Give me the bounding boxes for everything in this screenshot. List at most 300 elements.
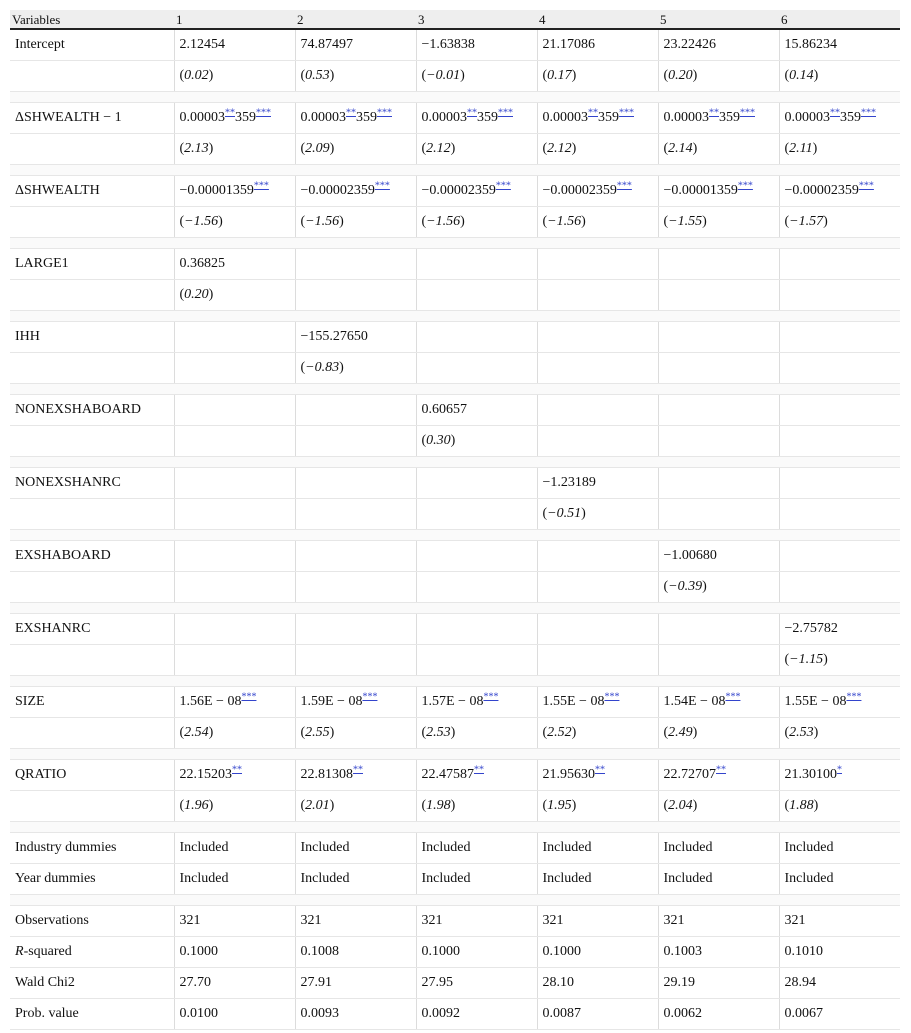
cell-value: 0.1000 <box>542 944 581 959</box>
significance-marker-link[interactable]: *** <box>740 107 755 119</box>
coefficient-cell <box>295 322 416 353</box>
cell-value: 0.00003 <box>784 110 830 125</box>
t-stat-cell: (0.20) <box>174 280 295 311</box>
row-label <box>10 572 174 603</box>
header-row <box>10 10 900 29</box>
t-stat-value: 2.12 <box>547 141 572 156</box>
significance-marker-link[interactable]: *** <box>737 180 753 192</box>
cell-value: 0.1010 <box>784 944 823 959</box>
t-stat-value: 0.53 <box>305 68 330 83</box>
t-stat-cell: (2.53) <box>416 718 537 749</box>
cell-value: 0.0062 <box>663 1006 702 1021</box>
group-separator-cell <box>10 457 900 468</box>
t-stat-cell <box>658 499 779 530</box>
t-stat-cell: (−0.51) <box>537 499 658 530</box>
coefficient-cell <box>537 541 658 572</box>
cell-value: −1.23189 <box>542 475 596 490</box>
header-model-6: 6 <box>779 10 900 29</box>
coefficient-cell <box>658 176 779 207</box>
coefficient-cell <box>174 999 295 1030</box>
coefficient-cell <box>779 906 900 937</box>
cell-value: 0.00003 <box>179 110 225 125</box>
t-stat-value: −1.56 <box>184 214 219 229</box>
significance-marker-link[interactable]: *** <box>256 107 271 119</box>
group-separator <box>10 749 900 760</box>
coefficient-cell <box>174 906 295 937</box>
row-label: Observations <box>10 906 174 937</box>
t-stat-cell: (−0.83) <box>295 353 416 384</box>
cell-value-suffix: 359 <box>840 110 861 125</box>
cell-value: 321 <box>179 913 201 928</box>
table-row <box>10 103 900 134</box>
t-stat-cell <box>658 280 779 311</box>
significance-marker-link[interactable]: ** <box>595 764 605 776</box>
coefficient-cell <box>537 687 658 718</box>
t-stat-value: 2.04 <box>668 798 693 813</box>
coefficient-cell <box>174 833 295 864</box>
t-stat-value: 2.14 <box>668 141 693 156</box>
row-label: SIZE <box>10 687 174 718</box>
t-stat-cell <box>295 426 416 457</box>
cell-value: 29.19 <box>663 975 695 990</box>
t-stat-value: 2.11 <box>789 141 813 156</box>
t-stat-value: 2.01 <box>305 798 330 813</box>
t-stat-cell: (−0.01) <box>416 61 537 92</box>
table-row-tstat <box>10 280 900 311</box>
table-row <box>10 999 900 1030</box>
t-stat-cell: (0.02) <box>174 61 295 92</box>
cell-value: −1.00680 <box>663 548 717 563</box>
group-separator-cell <box>10 822 900 833</box>
t-stat-cell <box>295 280 416 311</box>
t-stat-cell <box>537 572 658 603</box>
coefficient-cell <box>174 968 295 999</box>
cell-value: −0.00001359 <box>663 183 738 198</box>
row-label <box>10 280 174 311</box>
cell-value: Included <box>300 840 350 855</box>
t-stat-cell <box>416 353 537 384</box>
significance-marker-link[interactable]: ** <box>467 107 477 119</box>
significance-marker-link[interactable]: *** <box>362 691 378 703</box>
cell-value: Included <box>663 840 713 855</box>
header-model-1: 1 <box>174 10 295 29</box>
cell-value: Included <box>421 840 471 855</box>
coefficient-cell <box>416 614 537 645</box>
coefficient-cell <box>658 999 779 1030</box>
t-stat-value: 0.20 <box>184 287 209 302</box>
coefficient-cell <box>658 322 779 353</box>
regression-table-container <box>10 10 900 1030</box>
coefficient-cell <box>295 176 416 207</box>
coefficient-cell <box>537 864 658 895</box>
coefficient-cell <box>658 249 779 280</box>
group-separator <box>10 676 900 687</box>
cell-value: 321 <box>542 913 564 928</box>
significance-marker-link[interactable]: *** <box>495 180 511 192</box>
significance-marker-link[interactable]: *** <box>619 107 634 119</box>
cell-value: 0.0100 <box>179 1006 218 1021</box>
coefficient-cell <box>295 968 416 999</box>
cell-value: −0.00001359 <box>179 183 254 198</box>
coefficient-cell <box>174 395 295 426</box>
significance-marker-link[interactable]: *** <box>374 180 390 192</box>
t-stat-cell: (−0.39) <box>658 572 779 603</box>
cell-value-suffix: 359 <box>477 110 498 125</box>
cell-value: −0.00002359 <box>542 183 617 198</box>
table-row <box>10 968 900 999</box>
coefficient-cell <box>658 541 779 572</box>
cell-value: Included <box>421 871 471 886</box>
row-label: Wald Chi2 <box>10 968 174 999</box>
group-separator-cell <box>10 92 900 103</box>
table-row <box>10 249 900 280</box>
cell-value: 0.36825 <box>179 256 225 271</box>
coefficient-cell <box>658 468 779 499</box>
t-stat-cell <box>295 499 416 530</box>
cell-value: 1.57E − 08 <box>421 694 484 709</box>
table-row-tstat <box>10 499 900 530</box>
significance-marker-link[interactable]: ** <box>830 107 840 119</box>
t-stat-cell <box>416 572 537 603</box>
coefficient-cell <box>537 999 658 1030</box>
t-stat-value: −1.56 <box>426 214 461 229</box>
row-label <box>10 61 174 92</box>
t-stat-cell: (1.88) <box>779 791 900 822</box>
t-stat-cell <box>779 426 900 457</box>
coefficient-cell <box>658 968 779 999</box>
significance-marker-link[interactable]: * <box>837 764 842 776</box>
cell-value: 0.00003 <box>542 110 588 125</box>
row-label <box>10 791 174 822</box>
coefficient-cell <box>779 760 900 791</box>
cell-value: 321 <box>300 913 322 928</box>
cell-value: 0.0067 <box>784 1006 823 1021</box>
table-row <box>10 468 900 499</box>
significance-marker-link[interactable]: ** <box>709 107 719 119</box>
coefficient-cell <box>537 103 658 134</box>
coefficient-cell <box>295 687 416 718</box>
t-stat-cell: (0.53) <box>295 61 416 92</box>
t-stat-value: 0.17 <box>547 68 572 83</box>
group-separator <box>10 530 900 541</box>
cell-value: 27.70 <box>179 975 211 990</box>
header-model-2: 2 <box>295 10 416 29</box>
coefficient-cell <box>779 103 900 134</box>
coefficient-cell <box>416 999 537 1030</box>
t-stat-value: 2.09 <box>305 141 330 156</box>
t-stat-cell <box>658 353 779 384</box>
coefficient-cell <box>174 614 295 645</box>
coefficient-cell <box>295 249 416 280</box>
significance-marker-link[interactable]: ** <box>588 107 598 119</box>
table-row <box>10 833 900 864</box>
t-stat-cell: (2.49) <box>658 718 779 749</box>
coefficient-cell <box>295 760 416 791</box>
coefficient-cell <box>658 103 779 134</box>
cell-value: Included <box>179 840 229 855</box>
table-row <box>10 864 900 895</box>
cell-value: 1.54E − 08 <box>663 694 726 709</box>
significance-marker-link[interactable]: *** <box>861 107 876 119</box>
cell-value: 74.87497 <box>300 37 353 52</box>
group-separator <box>10 165 900 176</box>
coefficient-cell <box>779 249 900 280</box>
cell-value: 27.95 <box>421 975 453 990</box>
t-stat-cell <box>174 645 295 676</box>
t-stat-cell <box>537 645 658 676</box>
coefficient-cell <box>295 614 416 645</box>
cell-value: 0.1000 <box>179 944 218 959</box>
coefficient-cell <box>416 864 537 895</box>
row-label: Prob. value <box>10 999 174 1030</box>
cell-value: −0.00002359 <box>784 183 859 198</box>
t-stat-cell: (−1.56) <box>537 207 658 238</box>
coefficient-cell <box>295 103 416 134</box>
coefficient-cell <box>295 833 416 864</box>
significance-marker-link[interactable]: *** <box>241 691 257 703</box>
coefficient-cell <box>416 937 537 968</box>
coefficient-cell <box>537 906 658 937</box>
t-stat-value: 0.30 <box>426 433 451 448</box>
t-stat-cell: (0.17) <box>537 61 658 92</box>
table-row-tstat <box>10 645 900 676</box>
cell-value: Included <box>663 871 713 886</box>
significance-marker-link[interactable]: *** <box>858 180 874 192</box>
coefficient-cell <box>174 864 295 895</box>
row-label: Year dummies <box>10 864 174 895</box>
row-label: LARGE1 <box>10 249 174 280</box>
t-stat-cell: (0.14) <box>779 61 900 92</box>
t-stat-cell <box>174 426 295 457</box>
row-label <box>10 718 174 749</box>
group-separator <box>10 311 900 322</box>
group-separator <box>10 92 900 103</box>
group-separator-cell <box>10 238 900 249</box>
t-stat-value: −1.57 <box>789 214 824 229</box>
t-stat-value: 2.13 <box>184 141 209 156</box>
t-stat-value: 2.12 <box>426 141 451 156</box>
significance-marker-link[interactable]: ** <box>353 764 363 776</box>
t-stat-cell: (−1.56) <box>416 207 537 238</box>
coefficient-cell <box>537 468 658 499</box>
t-stat-cell <box>295 645 416 676</box>
t-stat-value: 0.14 <box>789 68 814 83</box>
t-stat-cell: (2.09) <box>295 134 416 165</box>
coefficient-cell <box>174 541 295 572</box>
group-separator <box>10 895 900 906</box>
coefficient-cell <box>174 468 295 499</box>
t-stat-value: 1.88 <box>789 798 814 813</box>
row-label: Industry dummies <box>10 833 174 864</box>
cell-value: 22.47587 <box>421 767 474 782</box>
significance-marker-link[interactable]: ** <box>225 107 235 119</box>
row-label: Intercept <box>10 29 174 61</box>
row-label <box>10 353 174 384</box>
t-stat-cell: (−1.56) <box>295 207 416 238</box>
t-stat-value: −1.56 <box>547 214 582 229</box>
cell-value: Included <box>542 871 592 886</box>
t-stat-cell: (2.53) <box>779 718 900 749</box>
coefficient-cell <box>779 999 900 1030</box>
coefficient-cell <box>779 541 900 572</box>
t-stat-value: 2.52 <box>547 725 572 740</box>
cell-value: 0.1000 <box>421 944 460 959</box>
coefficient-cell <box>779 29 900 61</box>
significance-marker-link[interactable]: *** <box>725 691 741 703</box>
coefficient-cell <box>295 541 416 572</box>
coefficient-cell <box>416 968 537 999</box>
coefficient-cell <box>174 29 295 61</box>
table-row <box>10 176 900 207</box>
significance-marker-link[interactable]: *** <box>377 107 392 119</box>
t-stat-value: 1.98 <box>426 798 451 813</box>
t-stat-cell: (2.14) <box>658 134 779 165</box>
table-row <box>10 906 900 937</box>
row-label: NONEXSHANRC <box>10 468 174 499</box>
cell-value: −155.27650 <box>300 329 368 344</box>
group-separator-cell <box>10 676 900 687</box>
coefficient-cell <box>416 833 537 864</box>
cell-value: 321 <box>784 913 806 928</box>
t-stat-value: −1.56 <box>305 214 340 229</box>
row-label: ΔSHWEALTH <box>10 176 174 207</box>
coefficient-cell <box>416 468 537 499</box>
t-stat-cell <box>779 280 900 311</box>
coefficient-cell <box>658 687 779 718</box>
significance-marker-link[interactable]: ** <box>232 764 242 776</box>
row-label <box>10 645 174 676</box>
coefficient-cell <box>174 103 295 134</box>
cell-value: 0.0087 <box>542 1006 581 1021</box>
t-stat-cell: (2.11) <box>779 134 900 165</box>
coefficient-cell <box>416 322 537 353</box>
coefficient-cell <box>779 864 900 895</box>
coefficient-cell <box>537 937 658 968</box>
coefficient-cell <box>295 906 416 937</box>
t-stat-value: −0.39 <box>668 579 703 594</box>
cell-value: 0.60657 <box>421 402 467 417</box>
significance-marker-link[interactable]: *** <box>616 180 632 192</box>
t-stat-cell: (−1.56) <box>174 207 295 238</box>
table-row <box>10 760 900 791</box>
table-row <box>10 687 900 718</box>
coefficient-cell <box>416 176 537 207</box>
table-row-tstat <box>10 426 900 457</box>
cell-value: 27.91 <box>300 975 332 990</box>
cell-value: 15.86234 <box>784 37 837 52</box>
row-label-rest: -squared <box>23 944 72 959</box>
table-row-tstat <box>10 791 900 822</box>
row-label <box>10 134 174 165</box>
t-stat-cell: (0.30) <box>416 426 537 457</box>
coefficient-cell <box>416 906 537 937</box>
table-row-tstat <box>10 718 900 749</box>
cell-value-suffix: 359 <box>598 110 619 125</box>
coefficient-cell <box>295 864 416 895</box>
row-label: EXSHABOARD <box>10 541 174 572</box>
t-stat-cell: (0.20) <box>658 61 779 92</box>
t-stat-cell: (−1.15) <box>779 645 900 676</box>
cell-value: 28.10 <box>542 975 574 990</box>
t-stat-cell: (2.12) <box>416 134 537 165</box>
t-stat-value: 0.20 <box>668 68 693 83</box>
table-row <box>10 614 900 645</box>
table-row <box>10 395 900 426</box>
cell-value: 21.30100 <box>784 767 837 782</box>
significance-marker-link[interactable]: ** <box>474 764 484 776</box>
coefficient-cell <box>174 322 295 353</box>
row-label <box>10 937 174 968</box>
coefficient-cell <box>416 541 537 572</box>
t-stat-cell <box>174 572 295 603</box>
header-model-4: 4 <box>537 10 658 29</box>
group-separator-cell <box>10 165 900 176</box>
significance-marker-link[interactable]: *** <box>498 107 513 119</box>
significance-marker-link[interactable]: *** <box>483 691 499 703</box>
t-stat-value: −0.83 <box>305 360 340 375</box>
significance-marker-link[interactable]: *** <box>604 691 620 703</box>
coefficient-cell <box>779 176 900 207</box>
cell-value: 0.1008 <box>300 944 339 959</box>
t-stat-cell <box>658 426 779 457</box>
t-stat-value: 2.49 <box>668 725 693 740</box>
coefficient-cell <box>779 322 900 353</box>
significance-marker-link[interactable]: ** <box>346 107 356 119</box>
header-model-3: 3 <box>416 10 537 29</box>
coefficient-cell <box>174 176 295 207</box>
group-separator <box>10 603 900 614</box>
table-row <box>10 541 900 572</box>
cell-value: 2.12454 <box>179 37 225 52</box>
table-row-tstat <box>10 207 900 238</box>
coefficient-cell <box>537 176 658 207</box>
cell-value: 23.22426 <box>663 37 716 52</box>
group-separator <box>10 384 900 395</box>
cell-value: 0.1003 <box>663 944 702 959</box>
cell-value: Included <box>784 840 834 855</box>
coefficient-cell <box>174 687 295 718</box>
table-row-tstat <box>10 353 900 384</box>
coefficient-cell <box>416 249 537 280</box>
cell-value: 0.0093 <box>300 1006 339 1021</box>
t-stat-value: 1.95 <box>547 798 572 813</box>
group-separator-cell <box>10 530 900 541</box>
table-row <box>10 937 900 968</box>
cell-value-suffix: 359 <box>235 110 256 125</box>
t-stat-cell <box>658 645 779 676</box>
coefficient-cell <box>537 395 658 426</box>
significance-marker-link[interactable]: *** <box>846 691 862 703</box>
coefficient-cell <box>416 103 537 134</box>
group-separator-cell <box>10 384 900 395</box>
coefficient-cell <box>658 906 779 937</box>
regression-table <box>10 10 900 1030</box>
t-stat-cell <box>174 353 295 384</box>
coefficient-cell <box>779 833 900 864</box>
significance-marker-link[interactable]: *** <box>253 180 269 192</box>
coefficient-cell <box>658 614 779 645</box>
t-stat-cell: (1.98) <box>416 791 537 822</box>
t-stat-cell <box>416 645 537 676</box>
group-separator-cell <box>10 749 900 760</box>
coefficient-cell <box>537 614 658 645</box>
coefficient-cell <box>416 29 537 61</box>
significance-marker-link[interactable]: ** <box>716 764 726 776</box>
cell-value: Included <box>179 871 229 886</box>
t-stat-value: 0.02 <box>184 68 209 83</box>
t-stat-cell: (2.54) <box>174 718 295 749</box>
coefficient-cell <box>416 687 537 718</box>
